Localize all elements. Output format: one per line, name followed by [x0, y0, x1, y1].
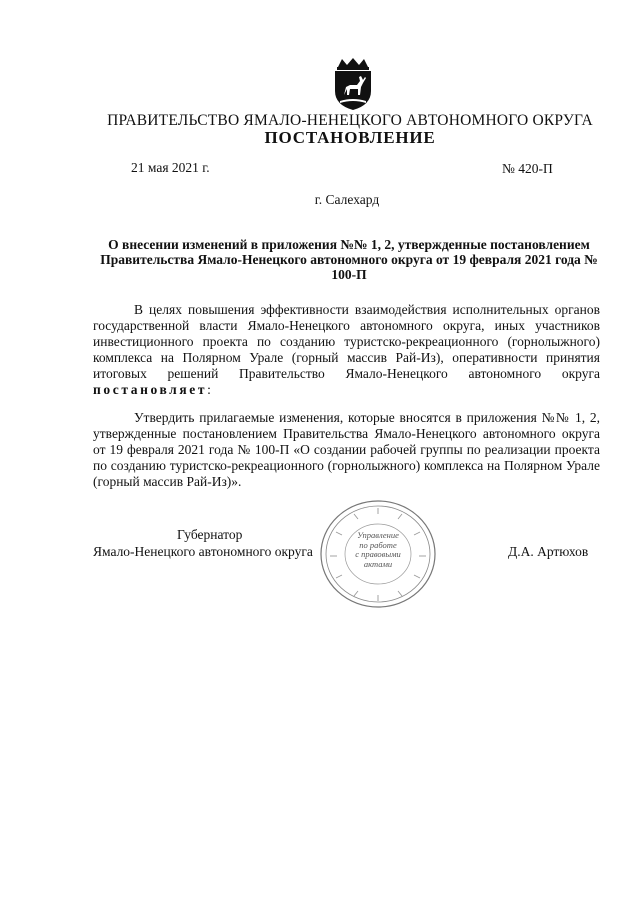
resolution-paragraph: Утвердить прилагаемые изменения, которые вносятся в приложения №№ 1, 2, утвержденные постановлением Правительства Ямало-Ненецкого автономного округа от 19 февраля 2021 года № 100-П «О создании рабочей группы по реализации проекта по созданию туристско-рекреационного (горнолыжного) комплекса на Полярном Урале (горный массив Рай-Из)».	[93, 410, 600, 490]
resolution-keyword: постановляет	[93, 382, 208, 398]
signatory-name: Д.А. Артюхов	[508, 544, 589, 559]
document-number: № 420-П	[502, 161, 553, 176]
stamp-line: Управление	[357, 530, 399, 540]
stamp-line: актами	[363, 558, 393, 569]
stamp-line: по работе	[359, 539, 397, 550]
preamble-text: В целях повышения эффективности взаимодействия исполнительных органов государственной власти Ямало-Ненецкого автономного округа, иных участников инвестиционного проекта по созданию туристско-рекреационного (горнолыжного) комплекса на Полярном Урале (горный массив Рай-Из), оперативности принятия итоговых решений Правительство Ямало-Ненецкого автономного округа	[93, 302, 600, 382]
document-type-heading: ПОСТАНОВЛЕНИЕ	[264, 128, 436, 147]
stamp-text	[348, 531, 408, 569]
coat-of-arms-emblem	[330, 57, 376, 111]
preamble-paragraph	[93, 302, 600, 399]
document-date: 21 мая 2021 г.	[131, 160, 210, 175]
signatory-organization: Ямало-Ненецкого автономного округа	[93, 544, 313, 559]
document-subject: О внесении изменений в приложения №№ 1, 2, утвержденные постановлением Правительства Ямало-Ненецкого автономного округа от 19 февраля 2021 года № 100-П	[100, 237, 598, 282]
government-title: ПРАВИТЕЛЬСТВО ЯМАЛО-НЕНЕЦКОГО АВТОНОМНОГО ОКРУГА	[107, 112, 593, 129]
stamp-line: с правовыми	[355, 549, 401, 559]
preamble-end: :	[207, 382, 211, 398]
signatory-title: Губернатор	[177, 527, 243, 542]
document-city: г. Салехард	[314, 192, 380, 207]
